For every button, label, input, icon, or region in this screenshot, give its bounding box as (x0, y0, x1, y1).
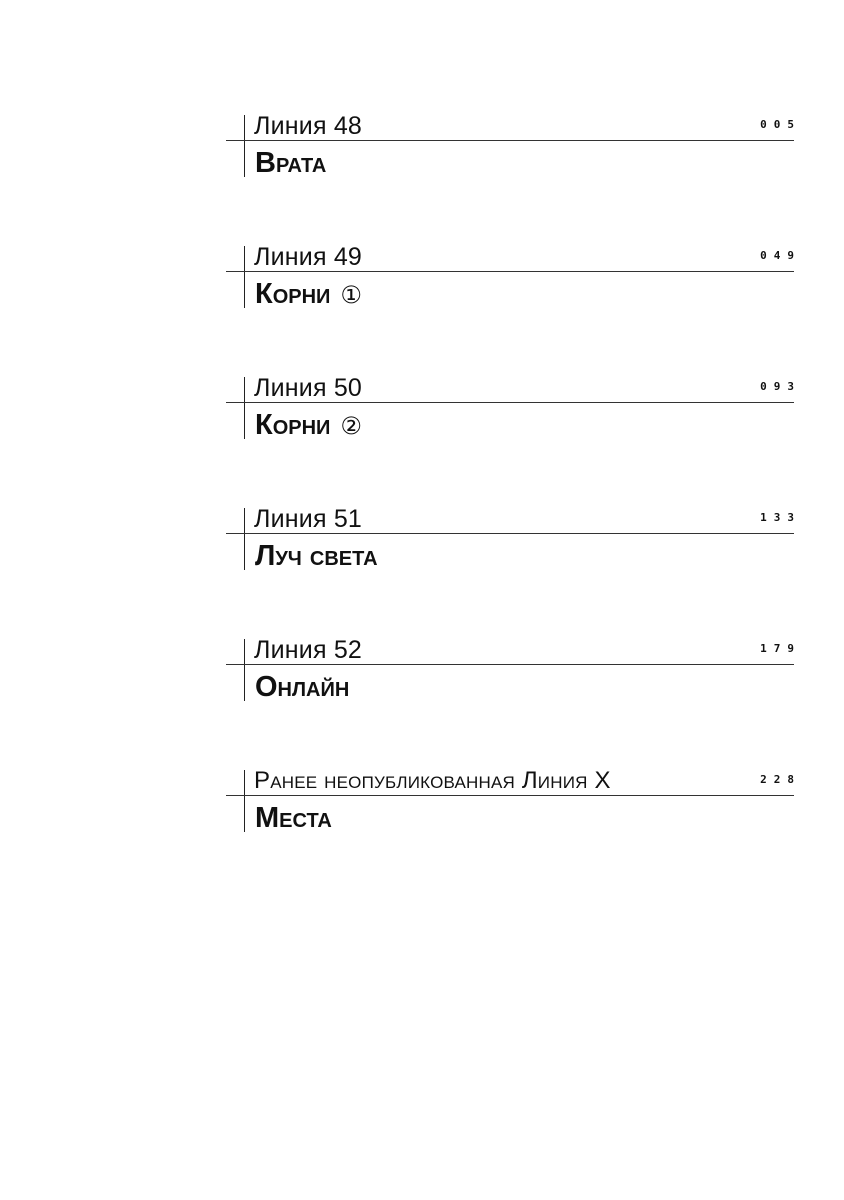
chapter-part-marker: ① (340, 282, 362, 309)
horizontal-rule (226, 271, 794, 272)
table-of-contents (226, 112, 801, 898)
page-number: 005 (760, 118, 801, 131)
horizontal-rule (226, 140, 794, 141)
toc-entry[interactable] (226, 112, 801, 243)
toc-entry[interactable] (226, 505, 801, 636)
chapter-label: Линия 51 (254, 505, 363, 533)
page-number: 093 (760, 380, 801, 393)
toc-entry[interactable] (226, 636, 801, 767)
chapter-title: Онлайн (255, 671, 350, 703)
toc-entry[interactable] (226, 243, 801, 374)
chapter-title: Корни ② (255, 409, 362, 441)
chapter-title: Врата (255, 147, 327, 179)
chapter-part-marker: ② (340, 413, 362, 440)
page-number: 133 (760, 511, 801, 524)
chapter-label: Линия 49 (254, 243, 363, 271)
vertical-rule (244, 770, 245, 832)
page-number: 049 (760, 249, 801, 262)
vertical-rule (244, 508, 245, 570)
horizontal-rule (226, 533, 794, 534)
page-number: 228 (760, 773, 801, 786)
chapter-label: Линия 48 (254, 112, 363, 140)
toc-entry[interactable] (226, 767, 801, 898)
horizontal-rule (226, 795, 794, 796)
chapter-title: Корни ① (255, 278, 362, 310)
vertical-rule (244, 639, 245, 701)
chapter-title: Места (255, 802, 332, 834)
chapter-label: Линия 52 (254, 636, 363, 664)
vertical-rule (244, 115, 245, 177)
horizontal-rule (226, 664, 794, 665)
toc-entry[interactable] (226, 374, 801, 505)
page-number: 179 (760, 642, 801, 655)
vertical-rule (244, 377, 245, 439)
chapter-label: Линия 50 (254, 374, 363, 402)
vertical-rule (244, 246, 245, 308)
chapter-label: Ранее неопубликованная Линия X (254, 767, 611, 794)
chapter-title: Луч света (255, 540, 378, 572)
horizontal-rule (226, 402, 794, 403)
